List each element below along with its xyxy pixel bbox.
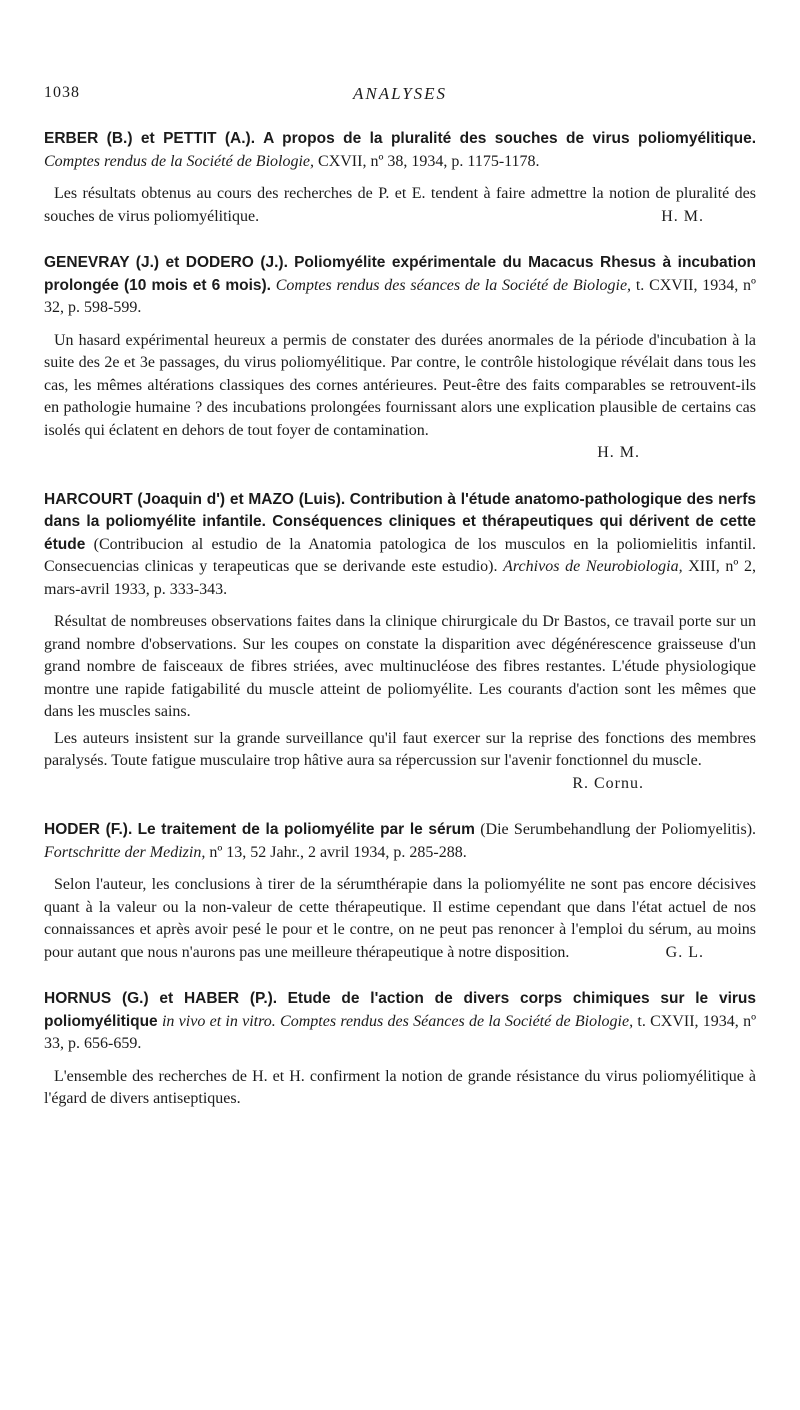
citation — [44, 252, 756, 320]
reference-details: CXVII, nº 38, 1934, p. 1175-1178. — [318, 152, 540, 170]
journal-name: Fortschritte der Medizin, — [44, 843, 206, 861]
reviewer-signature: H. M. — [597, 444, 640, 461]
page-header — [44, 84, 756, 108]
reference-details: t. CXVII, 1934, nº 33, p. 656-659. — [44, 1012, 757, 1052]
reviewer-signature: H. M. — [661, 207, 704, 225]
running-title: ANALYSES — [352, 84, 448, 103]
journal-name: Comptes rendus des Séances de la Société de Biologie, — [280, 1012, 634, 1030]
reviewer-signature: R. Cornu. — [572, 774, 644, 792]
original-title: (Die Serumbehandlung der Poliomyelitis). — [480, 821, 757, 838]
journal-name: Comptes rendus de la Société de Biologie, — [44, 152, 315, 170]
journal-name: Comptes rendus des séances de la Société de Biologie, — [275, 276, 632, 294]
authors: HARCOURT (Joaquin d') et MAZO (Luis). — [44, 490, 346, 508]
article-title: Le traitement de la poliomyélite par le sérum — [137, 821, 475, 838]
original-title: (Contribucion al estudio de la Anatomia patologica de los musculos en la poliomielitis infantil. Consecuencias clinicas y terapeuticas que se derivande este estudio). — [44, 535, 757, 575]
abstract-paragraph: L'ensemble des recherches de H. et H. confirment la notion de grande résistance du virus poliomyélitique à l'égard de divers antiseptiques. — [44, 1067, 756, 1107]
abstract-paragraph: Un hasard expérimental heureux a permis de constater des durées anormales de la période d'incubation à la suite des 2e et 3e passages, du virus poliomyélitique. Par contre, le contrôle histologique révélait dans tous les cas, les mêmes altérations classiques des cornes antérieures. Peut-être des faits comparables se retrouvent-ils en pathologie humaine ? des incubations prolongées fournissant alors une explication plausible de certains cas isolés qui éclatent en dehors de tout foyer de contamination. — [44, 331, 756, 439]
abstract-paragraph: Les auteurs insistent sur la grande surveillance qu'il faut exercer sur la reprise des fonctions des membres paralysés. Toute fatigue musculaire trop hâtive aura sa répercussion sur l'avenir fonctionnel du muscle. — [44, 729, 756, 769]
reference-details: XIII, nº 2, mars-avril 1933, p. 333-343. — [44, 558, 757, 598]
abstract-entry — [44, 489, 756, 796]
abstract-entry — [44, 988, 756, 1111]
article-title: Poliomyélite expérimentale du Macacus Rhesus à incubation prolongée (10 mois et 6 mois). — [44, 254, 757, 294]
abstract-paragraph: Résultat de nombreuses observations faites dans la clinique chirurgicale du Dr Bastos, ce travail porte sur un grand nombre d'observations. Sur les coupes on constate la disparition avec dégénérescence graisseuse d'un grand nombre de faisceaux de fibres striées, avec multinucléose des fibres restantes. L'étude physiologique montre une rapide fatigabilité du muscle atteint de poliomyélite. Les courants d'action sont les mêmes que dans les muscles sains. — [44, 613, 756, 720]
abstract-entry — [44, 252, 756, 465]
title-qualifier: in vivo et in vitro. — [161, 1012, 276, 1030]
citation — [44, 988, 756, 1056]
abstract-text: Selon l'auteur, les conclusions à tirer de la sérumthérapie dans la poliomyélite ne sont pas encore décisives quant à la valeur ou la non-valeur de cette thérapeutique. Il estime cependant que dans l'état actuel de nos connaissances et après avoir pesé le pour et le contre, on ne peut pas renoncer à l'emploi du sérum, au moins pour autant que nous n'aurons pas une meilleure thérapeutique à notre disposition. — [44, 876, 756, 961]
authors: GENEVRAY (J.) et DODERO (J.). — [44, 254, 288, 271]
reference-details: nº 13, 52 Jahr., 2 avril 1934, p. 285-288. — [209, 843, 467, 861]
article-title: A propos de la pluralité des souches de virus poliomyélitique. — [263, 130, 757, 147]
abstract-paragraph — [44, 874, 756, 964]
citation — [44, 489, 756, 602]
article-title: Contribution à l'étude anatomo-pathologique des nerfs dans la poliomyélite infantile. Conséquences cliniques et thérapeutiques qui dérivent de cette étude — [44, 490, 757, 553]
journal-name: Archivos de Neurobiologia, — [503, 558, 683, 575]
citation — [44, 819, 756, 864]
authors: HORNUS (G.) et HABER (P.). — [44, 990, 278, 1007]
abstract-paragraph — [44, 183, 756, 228]
reviewer-signature: G. L. — [665, 943, 704, 961]
reference-details: t. CXVII, 1934, nº 32, p. 598-599. — [44, 276, 757, 316]
authors: ERBER (B.) et PETTIT (A.). — [44, 130, 256, 147]
abstract-entry — [44, 128, 756, 228]
citation — [44, 128, 756, 173]
abstracts-list — [44, 128, 756, 1135]
abstract-text: Les résultats obtenus au cours des recherches de P. et E. tendent à faire admettre la notion de pluralité des souches de virus poliomyélitique. — [44, 185, 756, 225]
authors: HODER (F.). — [44, 821, 133, 838]
page-number: 1038 — [44, 84, 80, 101]
abstract-entry — [44, 819, 756, 964]
article-title: Etude de l'action de divers corps chimiques sur le virus poliomyélitique — [44, 990, 756, 1030]
